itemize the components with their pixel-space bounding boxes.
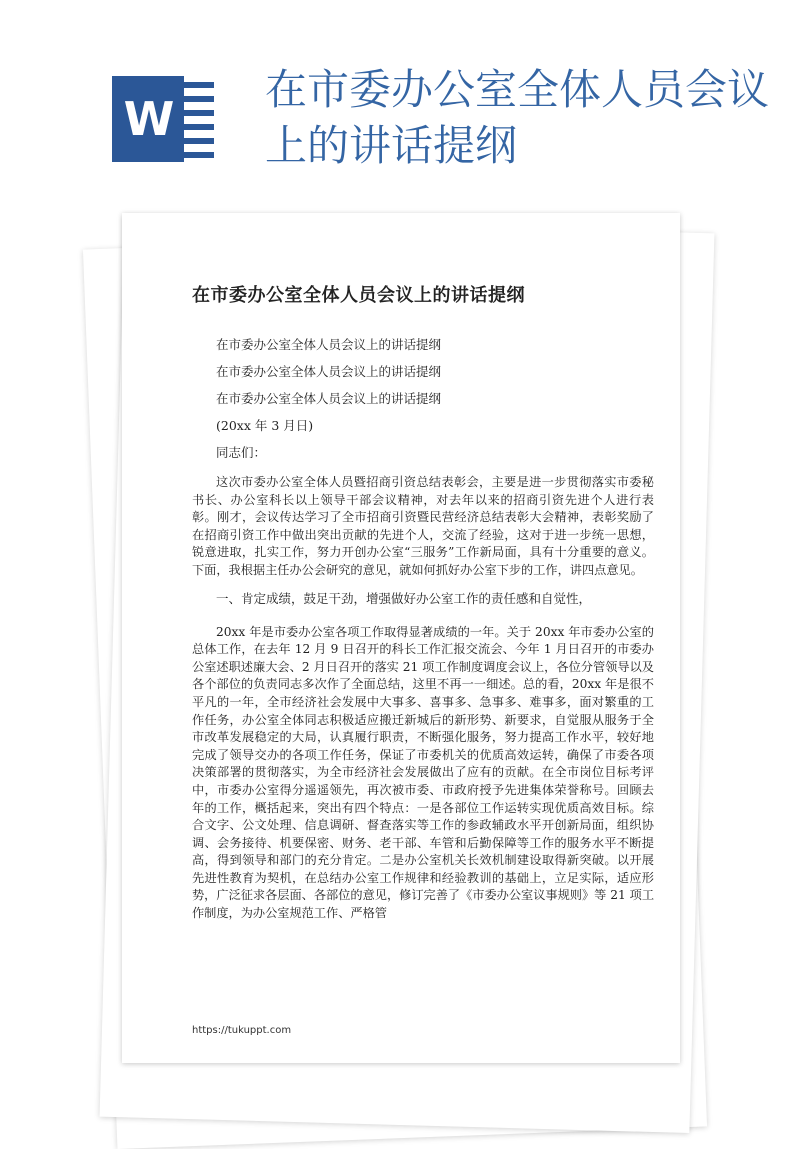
word-logo-badge: W bbox=[112, 76, 184, 162]
document-body bbox=[192, 283, 654, 929]
footer-url: https://tukuppt.com bbox=[192, 1025, 292, 1036]
document-page bbox=[122, 213, 680, 1063]
document-date: (20xx 年 3 月日) bbox=[216, 418, 314, 433]
word-document-icon bbox=[112, 68, 222, 168]
document-line: 在市委办公室全体人员会议上的讲话提纲 bbox=[216, 337, 442, 352]
banner-header bbox=[0, 0, 800, 200]
section-heading: 一、肯定成绩，鼓足干劲，增强做好办公室工作的责任感和自觉性， bbox=[216, 590, 592, 606]
document-line: 在市委办公室全体人员会议上的讲话提纲 bbox=[216, 391, 442, 406]
paragraph-body: 20xx 年是市委办公室各项工作取得显著成绩的一年。关于 20xx 年市委办公室的总体工作，在去年 12 月 9 日召开的科长工作汇报交流会、今年 1 月日召开的市委办公室述职述廉大会、2 月日召开的落实 21 项工作制度调度会议上，各位分管领导以及各个部位的负责同志多次作了全面总结，这里不再一一细述。总的看，20xx 年是很不平凡的一年，全市经济社会发展中大事多、喜事多、急事多、难事多，面对繁重的工作任务，办公室全体同志积极适应搬迁新城后的新形势、新要求，自觉服从服务于全市改革发展稳定的大局，认真履行职责，不断强化服务，努力提高工作水平，较好地完成了领导交办的各项工作任务，保证了市委机关的优质高效运转，确保了市委各项决策部署的贯彻落实，为全市经济社会发展做出了应有的贡献。在全市岗位目标考评中，市委办公室得分遥遥领先，再次被市委、市政府授予先进集体荣誉称号。回顾去年的工作，概括起来，突出有四个特点：一是各部位工作运转实现优质高效目标。综合文字、公文处理、信息调研、督查落实等工作的参政辅政水平开创新局面，组织协调、会务接待、机要保密、财务、老干部、车管和后勤保障等工作的服务水平不断提高，得到领导和部门的充分肯定。二是办公室机关长效机制建设取得新突破。以开展先进性教育为契机，在总结办公室工作规律和经验教训的基础上，立足实际，适应形势，广泛征求各层面、各部位的意见，修订完善了《市委办公室议事规则》等 21 项工作制度，为办公室规范工作、严格管 bbox=[192, 624, 655, 921]
document-title: 在市委办公室全体人员会议上的讲话提纲 bbox=[192, 285, 525, 306]
banner-title: 在市委办公室全体人员会议上的讲话提纲 bbox=[265, 65, 770, 170]
paragraph-intro: 这次市委办公室全体人员暨招商引资总结表彰会，主要是进一步贯彻落实市委秘书长、办公室科长以上领导干部会议精神，对去年以来的招商引资先进个人进行表彰。刚才，会议传达学习了全市招商引资暨民营经济总结表彰大会精神，表彰奖励了在招商引资工作中做出突出贡献的先进个人，交流了经验，这对于进一步统一思想，锐意进取，扎实工作，努力开创办公室“三服务”工作新局面，具有十分重要的意义。下面，我根据主任办公会研究的意见，就如何抓好办公室下步的工作，讲四点意见。 bbox=[192, 475, 654, 577]
document-salutation: 同志们： bbox=[216, 445, 267, 460]
document-line: 在市委办公室全体人员会议上的讲话提纲 bbox=[216, 364, 442, 379]
